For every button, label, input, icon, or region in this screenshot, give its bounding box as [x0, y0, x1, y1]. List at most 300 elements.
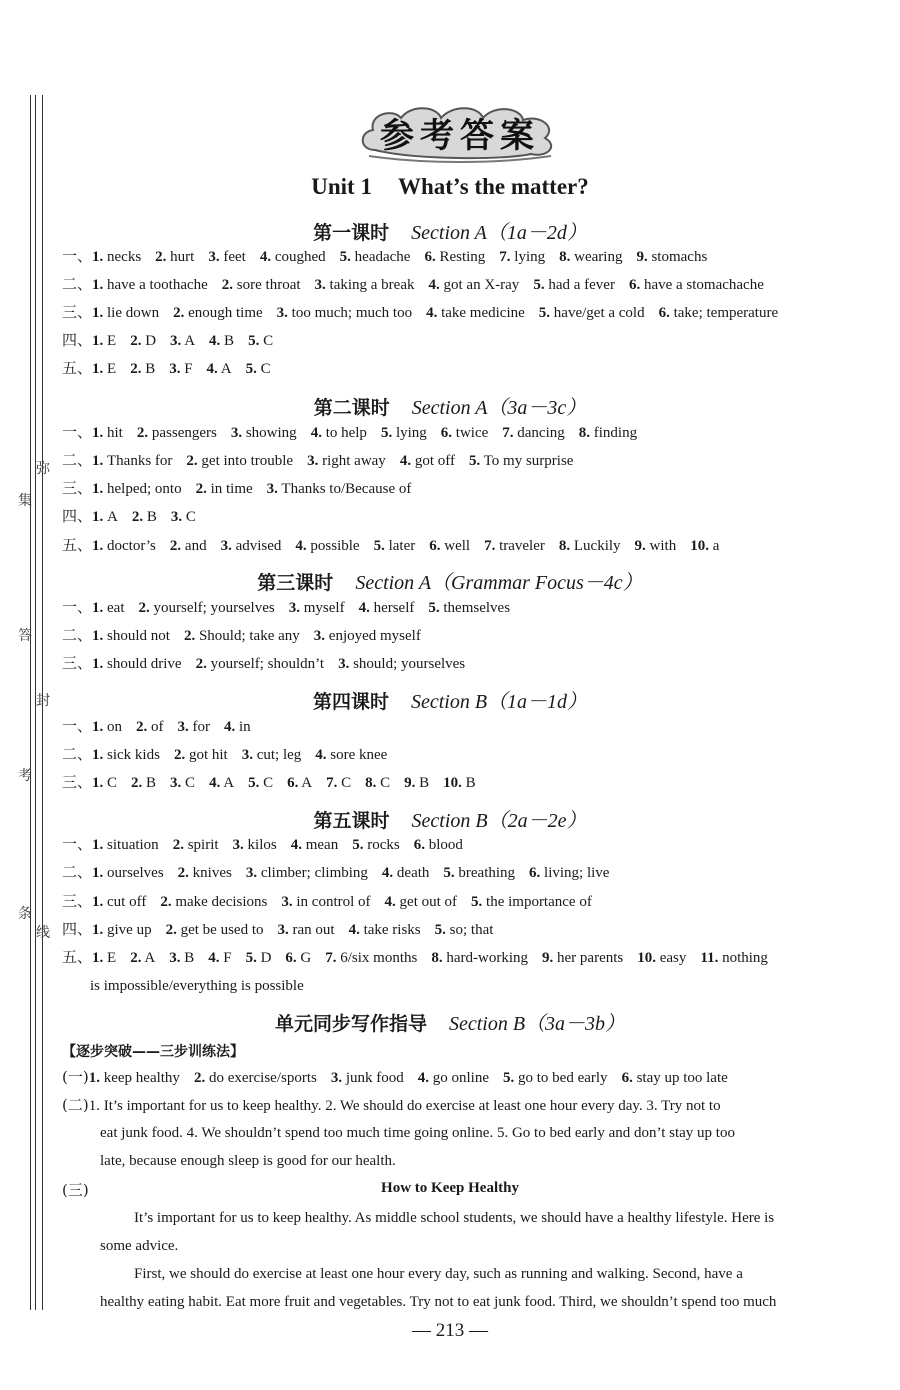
- answer-text: lie down: [103, 305, 160, 321]
- answer-number: 2.: [131, 509, 144, 525]
- title-banner: [355, 98, 565, 164]
- answer-item: [502, 425, 564, 441]
- answer-number: 3.: [338, 656, 350, 672]
- answer-text: blood: [424, 837, 463, 853]
- part1-items: [89, 1070, 742, 1086]
- answer-number: 5.: [339, 249, 351, 265]
- answer-number: 4.: [290, 837, 302, 853]
- answer-text: B: [143, 509, 157, 525]
- answer-number: 3.: [170, 775, 182, 791]
- answer-text: kilos: [243, 837, 277, 853]
- margin-char: 答: [18, 628, 32, 644]
- answer-item: [295, 538, 359, 554]
- answer-number: 7.: [499, 249, 511, 265]
- answer-text: feet: [219, 249, 246, 265]
- answer-item: [92, 361, 116, 377]
- answer-number: 2.: [155, 249, 167, 265]
- answer-text: C: [182, 509, 196, 525]
- answer-item: [174, 747, 228, 763]
- answer-text: Luckily: [570, 538, 621, 554]
- answer-line: [62, 478, 878, 499]
- question-group-label: 四、: [62, 331, 93, 349]
- answer-item: [441, 425, 488, 441]
- answer-item: [314, 628, 421, 644]
- answer-number: 2.: [130, 333, 142, 349]
- answer-text: well: [440, 538, 471, 554]
- answer-item: [170, 538, 207, 554]
- answer-text: headache: [350, 249, 411, 265]
- answer-item: [338, 656, 465, 672]
- answer-number: 6.: [429, 538, 441, 554]
- answer-text: A: [220, 775, 235, 791]
- answer-item: [242, 747, 302, 763]
- answer-item: [326, 775, 351, 791]
- answer-number: 2.: [172, 837, 184, 853]
- answer-item: [92, 837, 159, 853]
- writing-part-2-line: eat junk food. 4. We shouldn’t spend too much time going online. 5. Go to bed early and don’t stay up too: [100, 1125, 735, 1141]
- answer-item: [170, 333, 195, 349]
- answer-item: [443, 865, 515, 881]
- margin-char: 封: [36, 693, 50, 709]
- answer-line: [62, 919, 878, 940]
- answer-number: 4.: [209, 333, 221, 349]
- question-group-label: 五、: [62, 948, 93, 966]
- answer-item: [92, 481, 182, 497]
- answer-text: advised: [231, 538, 282, 554]
- answer-item: [381, 425, 427, 441]
- answer-item: [89, 1070, 180, 1086]
- answer-item: [331, 1070, 404, 1086]
- answer-text: to help: [321, 425, 367, 441]
- answer-number: 3.: [314, 277, 326, 293]
- answer-number: 1.: [92, 538, 104, 554]
- answer-number: 2.: [195, 481, 207, 497]
- answer-text: knives: [188, 865, 232, 881]
- answer-item: [248, 775, 273, 791]
- answer-item: [171, 509, 196, 525]
- answer-item: [178, 865, 232, 881]
- answer-number: 5.: [443, 865, 455, 881]
- section-heading: [0, 216, 900, 245]
- answer-line: [62, 772, 878, 793]
- answer-text: doctor’s: [103, 538, 156, 554]
- answer-number: 10.: [637, 950, 656, 966]
- answer-number: 2.: [136, 425, 149, 441]
- answer-text: breathing: [454, 865, 516, 881]
- answer-line: [62, 744, 878, 765]
- answer-text: right away: [318, 453, 386, 469]
- question-group-label: 一、: [62, 423, 93, 441]
- answer-item: [173, 837, 219, 853]
- answer-item: [209, 775, 234, 791]
- answer-number: 4.: [310, 425, 322, 441]
- answer-text: the importance of: [482, 894, 592, 910]
- answer-item: [92, 950, 116, 966]
- answer-item: [246, 865, 368, 881]
- lesson-title: 单元同步写作指导: [274, 1013, 427, 1035]
- answer-text: Thanks for: [103, 453, 173, 469]
- answer-number: 1.: [92, 922, 104, 938]
- answer-text: B: [180, 950, 195, 966]
- answer-text: nothing: [718, 950, 768, 966]
- answer-number: 6.: [658, 305, 670, 321]
- answer-text: A: [103, 509, 118, 525]
- answer-number: 8.: [558, 538, 571, 554]
- answer-number: 2.: [173, 747, 186, 763]
- answer-item: [637, 950, 686, 966]
- answer-text: keep healthy: [99, 1070, 180, 1086]
- answer-text: finding: [590, 425, 638, 441]
- answer-text: D: [141, 333, 157, 349]
- answer-text: should drive: [103, 656, 182, 672]
- answer-item: [92, 894, 146, 910]
- answer-number: 1.: [92, 509, 104, 525]
- answer-item: [92, 277, 208, 293]
- answer-text: B: [220, 333, 235, 349]
- answer-item: [208, 249, 245, 265]
- answer-number: 2.: [195, 656, 207, 672]
- section-heading: [0, 804, 900, 833]
- answer-item: [92, 509, 118, 525]
- answer-item: [231, 425, 297, 441]
- answer-number: 4.: [399, 453, 412, 469]
- answer-item: [169, 950, 194, 966]
- answer-text: dancing: [513, 425, 565, 441]
- answer-item: [130, 361, 155, 377]
- answer-text: herself: [369, 600, 415, 616]
- essay-line: some advice.: [100, 1238, 179, 1254]
- answer-number: 9.: [636, 249, 648, 265]
- answer-text: helped; onto: [103, 481, 182, 497]
- section-range: Section B（1a－1d）: [410, 691, 588, 713]
- unit-name: What’s the matter?: [397, 174, 589, 199]
- answer-item: [178, 719, 211, 735]
- answer-number: 3.: [232, 837, 244, 853]
- answer-item: [429, 538, 470, 554]
- answer-number: 4.: [358, 600, 370, 616]
- answer-item: [559, 249, 622, 265]
- answer-number: 3.: [170, 509, 183, 525]
- answer-number: 5.: [245, 361, 257, 377]
- answer-item: [539, 305, 645, 321]
- answer-number: 6.: [628, 277, 641, 293]
- answer-text: sore knee: [326, 747, 388, 763]
- answer-number: 5.: [380, 425, 393, 441]
- question-group-label: 四、: [62, 920, 93, 938]
- answer-number: 4.: [381, 865, 394, 881]
- margin-char: 集: [18, 493, 32, 509]
- answer-number: 5.: [373, 538, 385, 554]
- answer-item: [166, 922, 264, 938]
- answer-text: wearing: [570, 249, 623, 265]
- answer-text: do exercise/sports: [205, 1070, 317, 1086]
- section-heading: [0, 566, 900, 595]
- answer-item: [186, 453, 293, 469]
- answer-number: 2.: [160, 894, 172, 910]
- answer-number: 4.: [428, 277, 440, 293]
- answer-line: [62, 330, 878, 351]
- answer-item: [196, 481, 253, 497]
- answer-number: 1.: [92, 837, 104, 853]
- answer-text: F: [219, 950, 232, 966]
- answer-text: D: [256, 950, 272, 966]
- answer-item: [92, 747, 160, 763]
- answer-number: 3.: [169, 361, 181, 377]
- answer-text: myself: [299, 600, 345, 616]
- answer-text: B: [415, 775, 430, 791]
- answer-item: [659, 305, 779, 321]
- answer-number: 2.: [169, 538, 182, 554]
- answer-number: 1.: [92, 277, 104, 293]
- question-group-label: 三、: [62, 303, 93, 321]
- answer-number: 3.: [281, 894, 293, 910]
- answer-item: [233, 837, 277, 853]
- answer-number: 4.: [315, 747, 327, 763]
- answer-item: [404, 775, 429, 791]
- answer-line: [62, 653, 878, 674]
- answer-number: 1.: [92, 453, 104, 469]
- answer-item: [636, 249, 707, 265]
- answer-text: later: [384, 538, 416, 554]
- answer-item: [207, 361, 232, 377]
- answer-text: traveler: [495, 538, 545, 554]
- answer-number: 3.: [230, 425, 243, 441]
- answer-item: [92, 453, 172, 469]
- answer-item: [359, 600, 415, 616]
- answer-number: 5.: [503, 1070, 515, 1086]
- answer-item: [529, 865, 609, 881]
- answer-item: [426, 305, 525, 321]
- answer-item: [92, 719, 122, 735]
- answer-line: [62, 302, 878, 323]
- answer-text: B: [141, 361, 156, 377]
- answer-text: had a fever: [544, 277, 615, 293]
- answer-item: [155, 249, 194, 265]
- answer-text: hard-working: [442, 950, 529, 966]
- question-group-label: 四、: [62, 507, 93, 525]
- answer-item: [533, 277, 615, 293]
- answer-text: C: [256, 361, 271, 377]
- answer-item: [92, 656, 182, 672]
- answer-item: [559, 538, 621, 554]
- answer-number: 5.: [248, 333, 260, 349]
- answer-text: E: [103, 950, 117, 966]
- answer-item: [443, 775, 476, 791]
- answer-number: 2.: [130, 361, 142, 377]
- answer-item: [92, 425, 123, 441]
- answer-item: [340, 249, 411, 265]
- answer-text: hurt: [166, 249, 195, 265]
- answer-text: go to bed early: [514, 1070, 608, 1086]
- answer-item: [131, 775, 156, 791]
- answer-item: [222, 277, 301, 293]
- answer-item: [289, 600, 345, 616]
- answer-item: [92, 628, 170, 644]
- answer-number: 2.: [173, 305, 185, 321]
- answer-number: 4.: [224, 719, 236, 735]
- section-range: Section A（3a－3c）: [411, 397, 587, 419]
- answer-number: 3.: [330, 1070, 343, 1086]
- answer-item: [130, 950, 155, 966]
- page-number: — 213 —: [412, 1320, 488, 1341]
- answer-number: 7.: [326, 775, 338, 791]
- answer-text: F: [180, 361, 193, 377]
- question-group-label: 三、: [62, 479, 93, 497]
- answer-line: [62, 450, 878, 471]
- question-group-label: 五、: [62, 536, 93, 554]
- answer-text: Resting: [435, 249, 486, 265]
- answer-item: [315, 747, 387, 763]
- answer-number: 9.: [634, 538, 646, 554]
- answer-number: 6.: [413, 837, 425, 853]
- answer-number: 4.: [295, 538, 307, 554]
- answer-number: 3.: [241, 747, 253, 763]
- answer-item: [160, 894, 267, 910]
- answer-number: 8.: [578, 425, 590, 441]
- answer-item: [418, 1070, 489, 1086]
- answer-text: easy: [655, 950, 687, 966]
- question-group-label: 一、: [62, 835, 93, 853]
- question-group-label: 二、: [62, 275, 93, 293]
- answer-text: passengers: [148, 425, 217, 441]
- answer-text: lying: [510, 249, 546, 265]
- answer-item: [499, 249, 545, 265]
- part-label: (二): [62, 1096, 89, 1114]
- answer-number: 3.: [288, 600, 300, 616]
- answer-text: C: [259, 775, 274, 791]
- answer-item: [92, 333, 116, 349]
- answer-number: 2.: [130, 950, 142, 966]
- answer-text: possible: [306, 538, 360, 554]
- answer-item: [278, 922, 335, 938]
- answer-item: [139, 600, 275, 616]
- answer-number: 6.: [440, 425, 453, 441]
- answer-number: 5.: [434, 922, 446, 938]
- answer-text: eat: [103, 600, 125, 616]
- writing-subheading: 【逐步突破——三步训练法】: [62, 1044, 244, 1060]
- answer-text: so; that: [445, 922, 494, 938]
- answer-line: [62, 947, 878, 968]
- answer-number: 5.: [248, 775, 260, 791]
- answer-item: [325, 950, 417, 966]
- answer-text: E: [103, 361, 117, 377]
- answer-text: for: [188, 719, 211, 735]
- answer-number: 7.: [502, 425, 514, 441]
- answer-text: get out of: [395, 894, 458, 910]
- answer-item: [92, 249, 141, 265]
- question-group-label: 五、: [62, 359, 93, 377]
- margin-char: 条: [18, 906, 32, 922]
- answer-text: got off: [411, 453, 455, 469]
- answer-item: [221, 538, 282, 554]
- answer-item: [169, 361, 192, 377]
- answer-text: showing: [242, 425, 297, 441]
- question-group-label: 三、: [62, 892, 93, 910]
- lesson-title: 第三课时: [257, 572, 334, 594]
- answer-item: [285, 950, 311, 966]
- answer-item: [700, 950, 768, 966]
- answer-item: [469, 453, 574, 469]
- answer-number: 1.: [92, 950, 104, 966]
- answer-number: 3.: [277, 922, 289, 938]
- answer-number: 1.: [92, 249, 104, 265]
- answer-text: A: [141, 950, 156, 966]
- section-heading: [0, 1007, 900, 1036]
- answer-text: enjoyed myself: [325, 628, 421, 644]
- answer-text: enough time: [184, 305, 263, 321]
- answer-text: climber; climbing: [257, 865, 368, 881]
- answer-number: 3.: [170, 333, 182, 349]
- answer-number: 3.: [169, 950, 181, 966]
- answer-number: 10.: [690, 538, 709, 554]
- answer-number: 1.: [92, 305, 104, 321]
- answer-number: 8.: [559, 249, 571, 265]
- answer-number: 11.: [700, 950, 719, 966]
- answer-text: C: [259, 333, 274, 349]
- answer-number: 8.: [431, 950, 443, 966]
- answer-item: [365, 775, 390, 791]
- answer-item: [400, 453, 455, 469]
- answer-item: [431, 950, 528, 966]
- question-group-label: 二、: [62, 863, 93, 881]
- answer-item: [90, 978, 304, 994]
- answer-item: [424, 249, 485, 265]
- answer-number: 6.: [287, 775, 299, 791]
- answer-number: 8.: [365, 775, 377, 791]
- section-range: Section A（Grammar Focus－4c）: [355, 572, 643, 594]
- answer-text: ourselves: [103, 865, 164, 881]
- answer-text: A: [217, 361, 232, 377]
- answer-text: make decisions: [171, 894, 268, 910]
- answer-number: 6.: [285, 950, 297, 966]
- answer-text: and: [181, 538, 207, 554]
- answer-number: 2.: [138, 600, 150, 616]
- answer-item: [471, 894, 592, 910]
- answer-number: 7.: [484, 538, 496, 554]
- answer-number: 4.: [259, 249, 272, 265]
- answer-line: [62, 246, 878, 267]
- answer-text: death: [393, 865, 430, 881]
- section-heading: [0, 391, 900, 420]
- answer-number: 4.: [208, 950, 220, 966]
- answer-text: 6/six months: [336, 950, 418, 966]
- question-group-label: 三、: [62, 773, 93, 791]
- answer-item: [277, 305, 412, 321]
- answer-text: with: [645, 538, 677, 554]
- answer-text: yourself; shouldn’t: [206, 656, 325, 672]
- essay-line: First, we should do exercise at least one hour every day, such as running and walking. Second, have a: [134, 1266, 743, 1282]
- answer-item: [92, 538, 156, 554]
- answer-line: [62, 716, 878, 737]
- answer-item: [503, 1070, 608, 1086]
- answer-number: 4.: [209, 775, 221, 791]
- unit-label: Unit 1: [311, 174, 372, 199]
- answer-item: [92, 775, 117, 791]
- answer-number: 3.: [177, 719, 189, 735]
- answer-text: have a stomachache: [640, 277, 764, 293]
- answer-text: C: [337, 775, 352, 791]
- answer-line: [62, 625, 878, 646]
- answer-number: 2.: [165, 922, 177, 938]
- answer-text: sore throat: [233, 277, 301, 293]
- lesson-title: 第五课时: [313, 810, 390, 832]
- margin-char: 弥: [36, 461, 50, 477]
- answer-text: have/get a cold: [550, 305, 645, 321]
- answer-number: 2.: [186, 453, 198, 469]
- answer-text: her parents: [553, 950, 624, 966]
- question-group-label: 二、: [62, 451, 93, 469]
- answer-number: 2.: [131, 775, 143, 791]
